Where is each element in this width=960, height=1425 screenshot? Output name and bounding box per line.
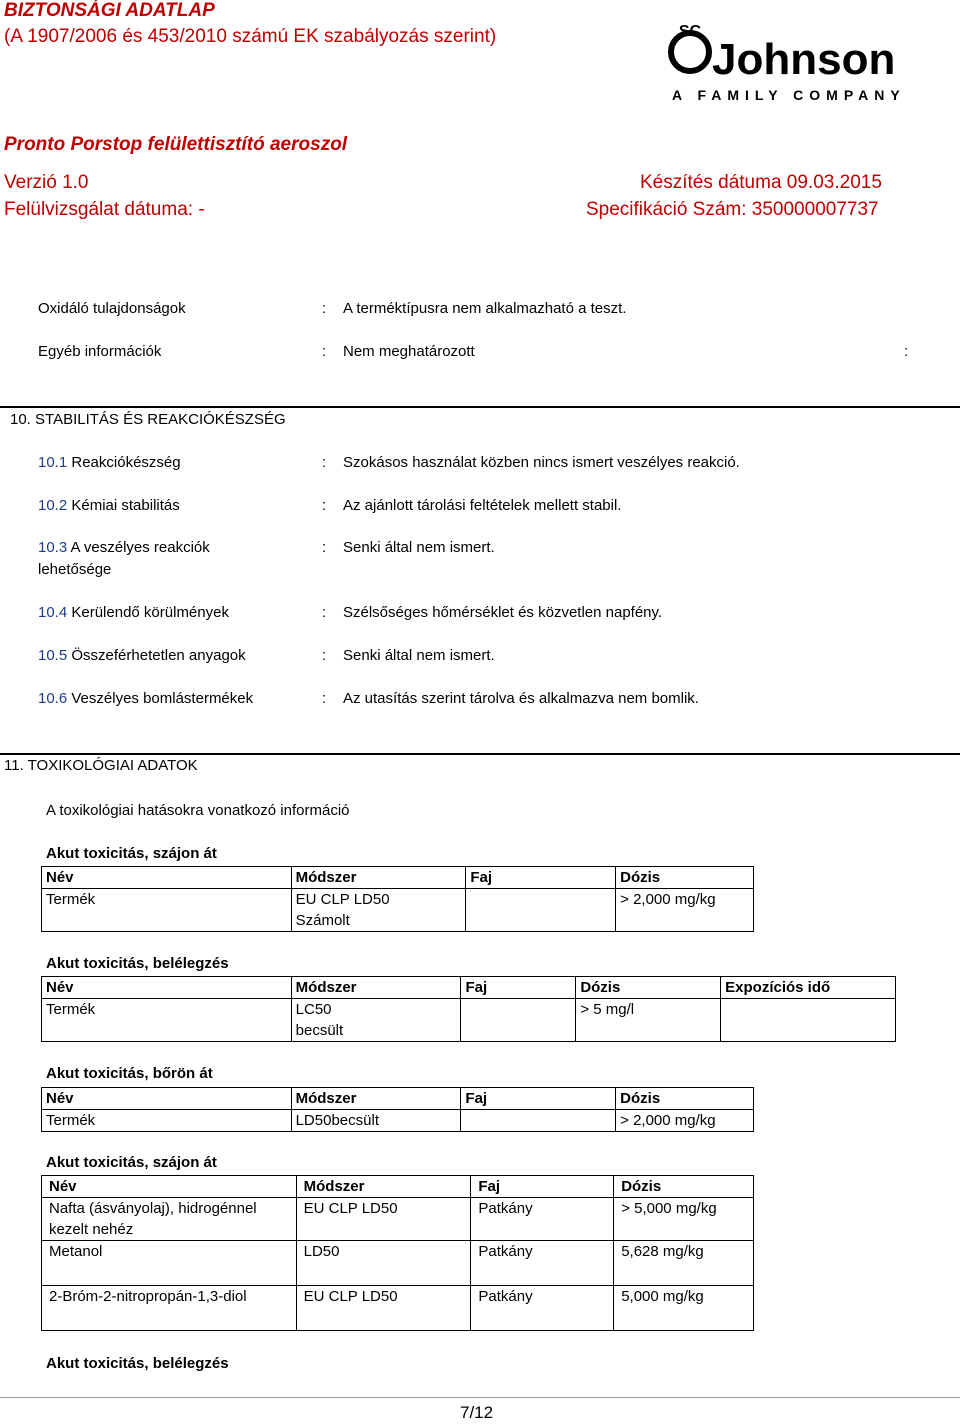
col-header: Név [42,1088,292,1110]
col-header: Név [42,1176,297,1198]
table-row [42,1286,754,1331]
col-header: Módszer [291,867,466,889]
section11-title: 11. TOXIKOLÓGIAI ADATOK [4,757,198,774]
s10-value: Az ajánlott tárolási feltételek mellett stabil. [343,497,622,514]
col-header: Dózis [576,977,721,999]
s10-row-3 [38,539,210,556]
col-header: Módszer [296,1176,471,1198]
s10-label-line2: lehetősége [38,561,112,578]
s10-row-5 [38,647,246,664]
section11-subtitle: A toxikológiai hatásokra vonatkozó információ [46,802,350,819]
s10-value: Senki által nem ismert. [343,539,495,556]
col-header: Faj [471,1176,614,1198]
cell-species [461,1110,616,1132]
tox-table-inhalation-product [41,976,896,1042]
cell-method: LD50 [296,1241,471,1286]
sc-johnson-logo [668,8,906,108]
regulation-reference: (A 1907/2006 és 453/2010 számú EK szabályozás szerint) [4,26,497,47]
prop-value-other: Nem meghatározott [343,343,475,360]
prop-value-oxidizing: A terméktípusra nem alkalmazható a teszt. [343,300,627,317]
table-caption: Akut toxicitás, szájon át [46,845,217,862]
tox-table-oral-product [41,866,754,932]
s10-row-1 [38,454,181,471]
cell-dose: > 5 mg/l [576,999,721,1042]
s10-colon: : [322,690,327,707]
cell-name: Metanol [42,1241,297,1286]
cell-species: Patkány [471,1198,614,1241]
cell-name: Termék [42,999,292,1042]
col-header: Név [42,977,292,999]
cell-method: LD50becsült [291,1110,461,1132]
cell-name: 2-Bróm-2-nitropropán-1,3-diol [42,1286,297,1331]
table-row [42,1241,754,1286]
s10-colon: : [322,454,327,471]
cell-dose: > 2,000 mg/kg [616,1110,754,1132]
prop-trailing-colon: : [904,343,909,360]
col-header: Faj [461,1088,616,1110]
s10-label: Kerülendő körülmények [71,604,229,621]
table-row [42,1198,754,1241]
prop-colon: : [322,300,327,317]
col-header: Dózis [616,867,754,889]
s10-num: 10.2 [38,497,68,514]
s10-value: Szokásos használat közben nincs ismert veszélyes reakció. [343,454,740,471]
s10-row-4 [38,604,229,621]
s10-colon: : [322,497,327,514]
cell-name [42,1198,297,1241]
table-row [42,999,896,1042]
footer-divider [0,1397,960,1398]
table-header-row [42,1176,754,1198]
s10-num: 10.1 [38,454,68,471]
s10-num: 10.6 [38,690,68,707]
s10-colon: : [322,647,327,664]
cell-species: Patkány [471,1241,614,1286]
col-header: Expozíciós idő [721,977,896,999]
col-header: Dózis [614,1176,754,1198]
cell-method: EU CLP LD50 [296,1286,471,1331]
table-row [42,1110,754,1132]
table-header-row [42,1088,754,1110]
logo-tagline: A FAMILY COMPANY [672,87,906,103]
cell-method-line1: LC50 [295,1001,332,1018]
col-header: Faj [461,977,576,999]
table-caption: Akut toxicitás, szájon át [46,1154,217,1171]
cell-species: Patkány [471,1286,614,1331]
s10-label: Összeférhetetlen anyagok [71,647,246,664]
cell-exposure [721,999,896,1042]
tox-table-oral-components [41,1175,754,1331]
product-name: Pronto Porstop felülettisztító aeroszol [4,134,348,155]
prepared-date: Készítés dátuma 09.03.2015 [640,172,882,193]
col-header: Dózis [616,1088,754,1110]
version-label: Verzió 1.0 [4,172,89,193]
cell-method-line1: EU CLP LD50 [295,891,390,908]
cell-species [466,889,616,932]
cell-method-line2: Számolt [295,912,350,929]
s10-num: 10.3 [38,539,68,556]
col-header: Módszer [291,1088,461,1110]
s10-label: Kémiai stabilitás [71,497,180,514]
s10-row-6 [38,690,253,707]
s10-row-2 [38,497,180,514]
table-header-row [42,867,754,889]
cell-name-line2: kezelt nehéz [49,1221,134,1238]
cell-method-line2: becsült [295,1022,344,1039]
section10-title: 10. STABILITÁS ÉS REAKCIÓKÉSZSÉG [10,411,286,428]
table-caption: Akut toxicitás, belélegzés [46,955,229,972]
cell-dose: > 5,000 mg/kg [614,1198,754,1241]
s10-num: 10.5 [38,647,68,664]
cell-species [461,999,576,1042]
logo-brand-text: Johnson [712,35,896,84]
section-divider [0,406,960,408]
logo-sc-text: SC [678,23,702,40]
document-title: BIZTONSÁGI ADATLAP [4,0,215,21]
section-divider [0,753,960,755]
prop-colon: : [322,343,327,360]
cell-method: EU CLP LD50 [296,1198,471,1241]
cell-name-line1: Nafta (ásványolaj), hidrogénnel [49,1200,257,1217]
s10-colon: : [322,539,327,556]
s10-value: Az utasítás szerint tárolva és alkalmazva nem bomlik. [343,690,699,707]
s10-value: Senki által nem ismert. [343,647,495,664]
col-header: Módszer [291,977,461,999]
table-caption: Akut toxicitás, belélegzés [46,1355,229,1372]
spec-number: Specifikáció Szám: 350000007737 [586,199,879,220]
cell-method [291,889,466,932]
s10-label: Veszélyes bomlástermékek [71,690,254,707]
s10-value: Szélsőséges hőmérséklet és közvetlen napfény. [343,604,663,621]
cell-dose: > 2,000 mg/kg [616,889,754,932]
page-number: 7/12 [460,1403,494,1422]
s10-num: 10.4 [38,604,68,621]
table-header-row [42,977,896,999]
s10-colon: : [322,604,327,621]
col-header: Faj [466,867,616,889]
prop-label-other: Egyéb információk [38,343,162,360]
tox-table-dermal-product [41,1087,754,1132]
prop-label-oxidizing: Oxidáló tulajdonságok [38,300,186,317]
cell-name: Termék [42,1110,292,1132]
revision-date: Felülvizsgálat dátuma: - [4,199,205,220]
table-caption: Akut toxicitás, bőrön át [46,1065,213,1082]
s10-label: Reakciókészség [71,454,181,471]
cell-name: Termék [42,889,292,932]
table-row [42,889,754,932]
cell-method [291,999,461,1042]
col-header: Név [42,867,292,889]
s10-label: A veszélyes reakciók [70,539,210,556]
cell-dose: 5,000 mg/kg [614,1286,754,1331]
cell-dose: 5,628 mg/kg [614,1241,754,1286]
